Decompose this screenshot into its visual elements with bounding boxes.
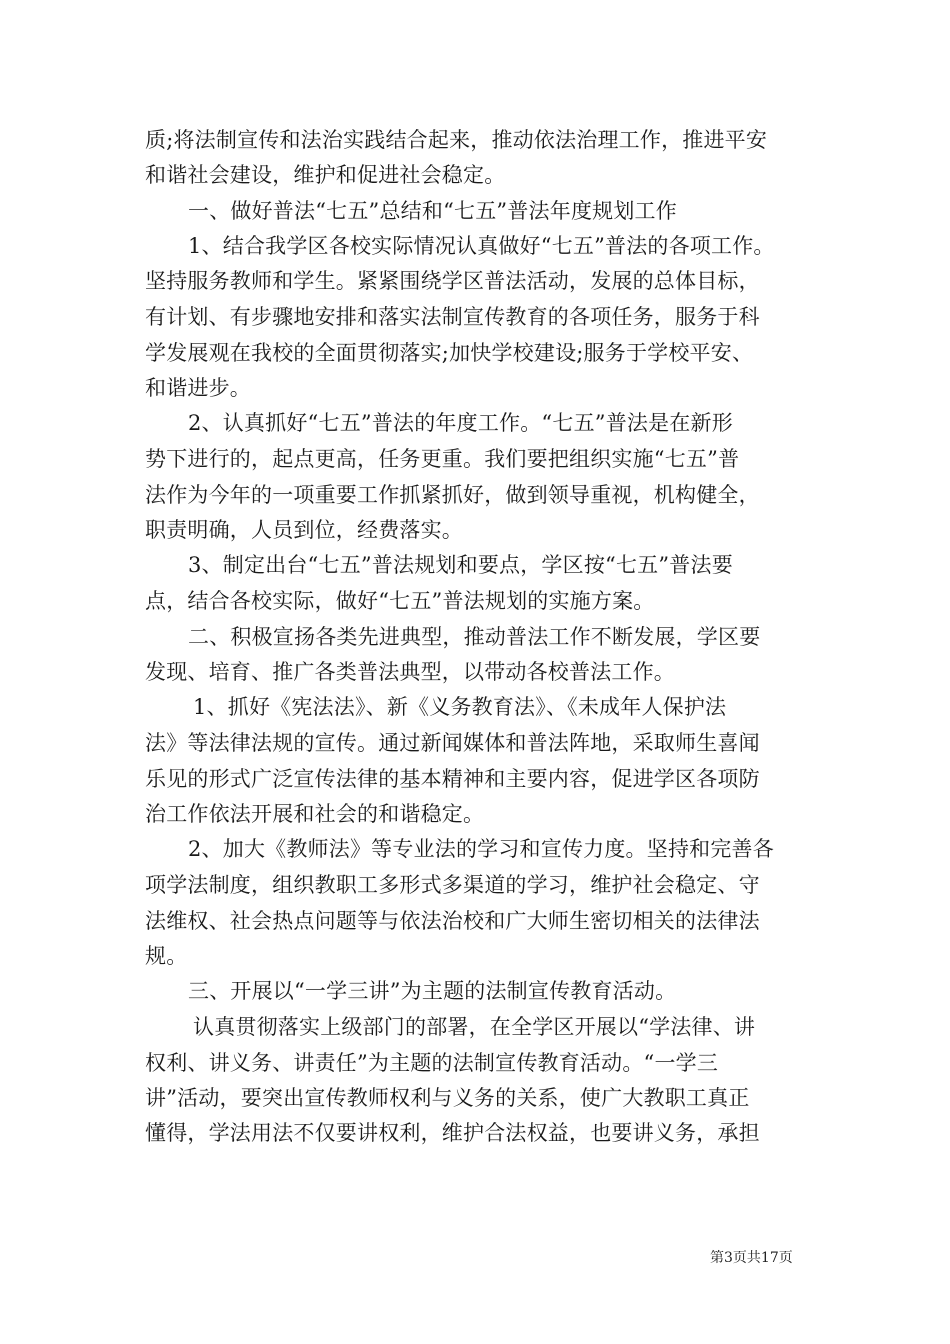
body-line: 2、认真抓好“七五”普法的年度工作。“七五”普法是在新形 — [188, 411, 733, 435]
body-line: 法》等法律法规的宣传。通过新闻媒体和普法阵地，采取师生喜闻 — [145, 731, 760, 755]
body-line: 发现、培育、推广各类普法典型，以带动各校普法工作。 — [145, 660, 675, 684]
body-line: 法维权、社会热点问题等与依法治校和广大师生密切相关的法律法 — [145, 909, 760, 933]
body-line: 1、结合我学区各校实际情况认真做好“七五”普法的各项工作。 — [188, 234, 775, 258]
body-line: 讲”活动，要突出宣传教师权利与义务的关系，使广大教职工真正 — [145, 1086, 750, 1110]
body-line: 项学法制度，组织教职工多形式多渠道的学习，维护社会稳定、守 — [145, 873, 760, 897]
section-heading-3: 三、开展以“一学三讲”为主题的法制宣传教育活动。 — [188, 979, 677, 1003]
page-number-footer: 第3页共17页 — [710, 1250, 793, 1266]
body-line: 权利、讲义务、讲责任”为主题的法制宣传教育活动。“一学三 — [145, 1051, 719, 1075]
section-heading-2: 二、积极宣扬各类先进典型，推动普法工作不断发展，学区要 — [188, 625, 761, 649]
body-line: 学发展观在我校的全面贯彻落实;加快学校建设;服务于学校平安、 — [145, 341, 754, 365]
body-line: 势下进行的，起点更高，任务更重。我们要把组织实施“七五”普 — [145, 447, 740, 471]
body-line: 1、抓好《宪法法》、新《义务教育法》、《未成年人保护法 — [193, 695, 727, 719]
body-line: 2、加大《教师法》等专业法的学习和宣传力度。坚持和完善各 — [188, 837, 774, 861]
body-line: 规。 — [145, 944, 188, 968]
body-line: 坚持服务教师和学生。紧紧围绕学区普法活动，发展的总体目标， — [145, 269, 760, 293]
body-line: 乐见的形式广泛宣传法律的基本精神和主要内容，促进学区各项防 — [145, 767, 760, 791]
body-line: 和谐进步。 — [145, 376, 251, 400]
body-line: 治工作依法开展和社会的和谐稳定。 — [145, 802, 485, 826]
body-line: 懂得，学法用法不仅要讲权利，维护合法权益，也要讲义务，承担 — [145, 1121, 760, 1145]
body-line: 3、制定出台“七五”普法规划和要点，学区按“七五”普法要 — [188, 553, 733, 577]
body-line: 点，结合各校实际，做好“七五”普法规划的实施方案。 — [145, 589, 655, 613]
body-line: 和谐社会建设，维护和促进社会稳定。 — [145, 163, 506, 187]
body-line: 认真贯彻落实上级部门的部署，在全学区开展以“学法律、讲 — [193, 1015, 756, 1039]
body-line: 质;将法制宣传和法治实践结合起来，推动依法治理工作，推进平安 — [145, 128, 768, 152]
body-line: 有计划、有步骤地安排和落实法制宣传教育的各项任务，服务于科 — [145, 305, 760, 329]
body-line: 法作为今年的一项重要工作抓紧抓好，做到领导重视，机构健全， — [145, 483, 760, 507]
section-heading-1: 一、做好普法“七五”总结和“七五”普法年度规划工作 — [188, 199, 677, 223]
body-line: 职责明确，人员到位，经费落实。 — [145, 518, 463, 542]
